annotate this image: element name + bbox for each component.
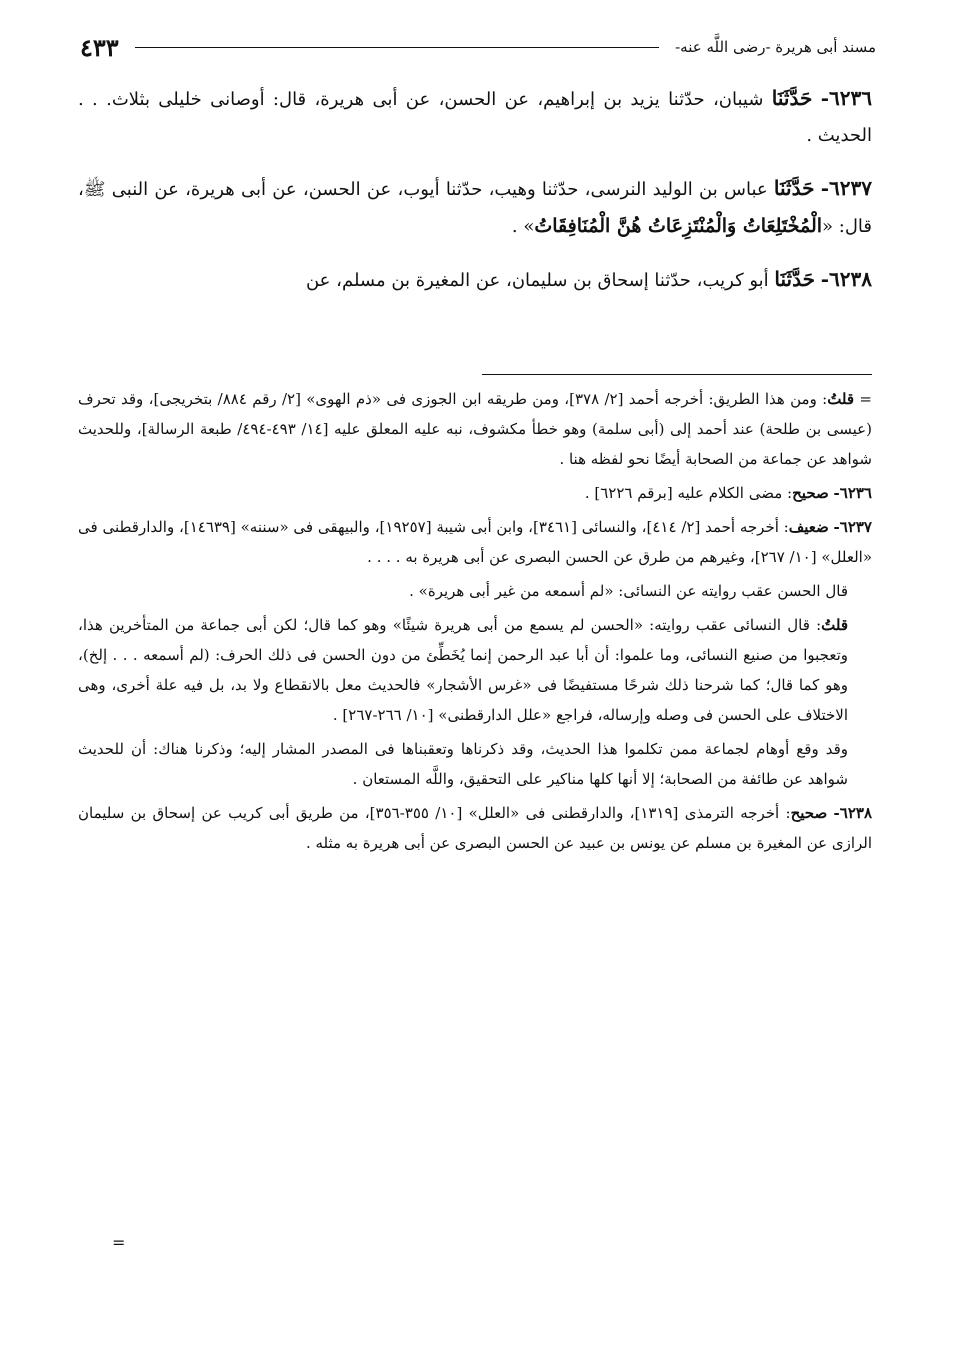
hadith-6238 bbox=[78, 261, 872, 299]
main-text bbox=[78, 80, 872, 315]
grade-label: صحيح bbox=[792, 484, 829, 502]
grade-label: ضعيف bbox=[788, 518, 829, 536]
header-rule bbox=[135, 47, 659, 48]
hadith-opening: حَدَّثَنَا bbox=[774, 267, 815, 291]
footnote-text: : قال النسائى عقب روايته: «الحسن لم يسمع من أبى هريرة شيئًا» وهو كما قال؛ لكن أبى جماعة من المتأخرين هذا، وتعجبوا من صنيع النسائى، وما علموا: أن أبا عبد الرحمن إنما يُخَطِّئ من دون الحسن فى ذلك الحرف: (لم أسمعه . . . إلخ)، وهو كما قال؛ كما شرحنا ذلك شرحًا مستفيضًا فى «غرس الأشجار» فالحديث معل بالانقطاع ولا بد، بل فيه علة أخرى، وهى الاختلاف على الحسن فى وصله وإرساله، فراجع «علل الدارقطنى» [١٠/ ٢٦٦-٢٦٧] . bbox=[78, 616, 848, 724]
footnote-continuation bbox=[78, 384, 872, 474]
footnote-text: : أخرجه أحمد [٢/ ٤١٤]، والنسائى [٣٤٦١]، وابن أبى شيبة [١٩٢٥٧]، والبيهقى فى «سننه» [١٤٦٣٩]، والدارقطنى فى «العلل» [١٠/ ٢٦٧]، وغيرهم من طرق عن الحسن البصرى عن أبى هريرة به . . . . bbox=[78, 518, 872, 566]
qultu-label: قلتُ bbox=[827, 390, 855, 408]
page-header bbox=[80, 30, 876, 64]
footnote-separator bbox=[482, 374, 872, 375]
footnote-text: : ومن هذا الطريق: أخرجه أحمد [٢/ ٣٧٨]، ومن طريقه ابن الجوزى فى «ذم الهوى» [٢/ رقم ٨٨٤/ بتخريجى]، وقد تحرف (عيسى بن طلحة) عند أحمد إلى (أبى سلمة) وهو خطأ مكشوف، نبه عليه المعلق عليه [١٤/ ٤٩٣-٤٩٤/ طبعة الرسالة]، وللحديث شواهد عن جماعة من الصحابة أيضًا نحو لفظه هنا . bbox=[78, 390, 872, 468]
footnote-number: ٦٢٣٦- bbox=[833, 484, 872, 502]
hadith-opening: حَدَّثَنَا bbox=[773, 176, 815, 200]
hadith-text: شيبان، حدّثنا يزيد بن إبراهيم، عن الحسن، عن أبى هريرة، قال: أوصانى خليلى بثلاث. . . الحديث . bbox=[78, 89, 872, 146]
hadith-text: أبو كريب، حدّثنا إسحاق بن سليمان، عن المغيرة بن مسلم، عن bbox=[305, 270, 769, 291]
hadith-closing: » . bbox=[511, 216, 535, 237]
footnote-6237-para4 bbox=[78, 734, 872, 794]
hadith-opening: حَدَّثَنَا bbox=[771, 86, 813, 110]
grade-label: صحيح bbox=[790, 804, 828, 822]
footnote-number: ٦٢٣٨- bbox=[833, 804, 873, 822]
continuation-end-marker: = bbox=[112, 1233, 126, 1252]
hadith-matn: الْمُخْتَلِعَاتُ وَالْمُنْتَزِعَاتُ هُنَّ الْمُنَافِقَاتُ bbox=[534, 215, 823, 237]
footnote-6237-para3 bbox=[78, 610, 872, 730]
qultu-label: قلتُ bbox=[821, 616, 848, 634]
footnote-text: : مضى الكلام عليه [برقم ٦٢٢٦] . bbox=[584, 484, 793, 502]
footnote-number: ٦٢٣٧- bbox=[833, 518, 872, 536]
continuation-marker: = bbox=[859, 390, 872, 408]
footnote-text: : أخرجه الترمذى [١٣١٩]، والدارقطنى فى «العلل» [١٠/ ٣٥٥-٣٥٦]، من طريق أبى كريب عن إسحاق بن سليمان الرازى عن المغيرة بن مسلم عن يونس بن عبيد عن الحسن البصرى عن أبى هريرة به مثله . bbox=[78, 804, 872, 852]
footnotes bbox=[78, 384, 872, 862]
hadith-6237 bbox=[78, 170, 872, 245]
footnote-6236 bbox=[78, 478, 872, 508]
header-title: مسند أبى هريرة -رضى اللَّه عنه- bbox=[675, 38, 876, 56]
hadith-number: ٦٢٣٨- bbox=[820, 267, 872, 291]
hadith-number: ٦٢٣٧- bbox=[820, 176, 872, 200]
hadith-number: ٦٢٣٦- bbox=[820, 86, 872, 110]
hadith-text: عباس بن الوليد النرسى، حدّثنا وهيب، حدّثنا أيوب، عن الحسن، عن أبى هريرة، عن النبى ﷺ، قال: « bbox=[78, 179, 872, 237]
page-number: ٤٣٣ bbox=[80, 32, 119, 62]
hadith-6236 bbox=[78, 80, 872, 154]
footnote-6237 bbox=[78, 512, 872, 572]
footnote-6237-para2 bbox=[78, 576, 872, 606]
footnote-text: وقد وقع أوهام لجماعة ممن تكلموا هذا الحديث، وقد ذكرناها وتعقبناها فى المصدر المشار إليه؛ وذكرنا هناك: أن للحديث شواهد عن طائفة من الصحابة؛ إلا أنها كلها مناكير على التحقيق، واللَّه المستعان . bbox=[78, 740, 848, 788]
footnote-text: قال الحسن عقب روايته عن النسائى: «لم أسمعه من غير أبى هريرة» . bbox=[409, 582, 848, 600]
footnote-6238 bbox=[78, 798, 872, 858]
